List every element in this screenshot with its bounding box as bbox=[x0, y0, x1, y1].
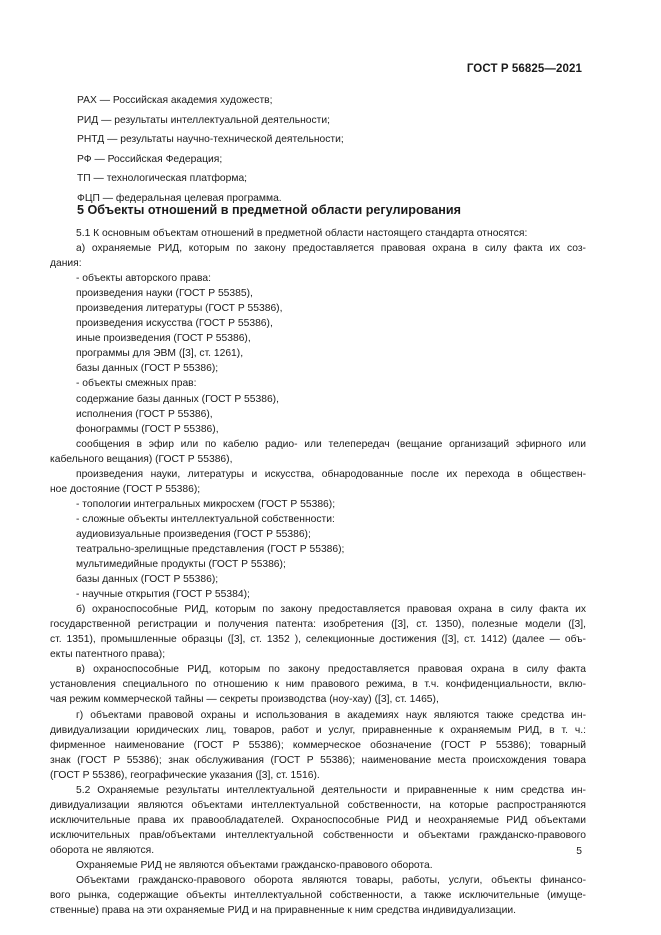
abbreviation-item: РФ — Российская Федерация; bbox=[77, 153, 223, 165]
text-line: Охраняемые РИД не являются объектами гражданско-правового оборота. bbox=[76, 859, 433, 871]
abbreviation-item: ФЦП — федеральная целевая программа. bbox=[77, 192, 282, 204]
text-line: базы данных (ГОСТ Р 55386); bbox=[76, 363, 219, 375]
text-line: государственной регистрации и получения патента: изобретения ([3], ст. 1350), полезные модели ([3], bbox=[50, 619, 586, 631]
text-line: произведения литературы (ГОСТ Р 55386), bbox=[76, 303, 283, 315]
text-line: 5.1 К основным объектам отношений в предметной области настоящего стандарта относятся: bbox=[76, 228, 528, 239]
text-line: б) охраноспособные РИД, которым по закону предоставляется правовая охрана в силу факта их bbox=[76, 604, 586, 616]
section-title: 5 Объекты отношений в предметной области регулирования bbox=[77, 203, 461, 217]
text-line: ст. 1351), промышленные образцы ([3], ст. 1352 ), селекционные достижения ([3], ст. 1412) (далее — объ- bbox=[50, 634, 586, 646]
text-line: аудиовизуальные произведения (ГОСТ Р 55386); bbox=[76, 528, 311, 540]
text-line: театрально-зрелищные представления (ГОСТ Р 55386); bbox=[76, 543, 345, 555]
text-line: екты патентного права); bbox=[50, 649, 166, 661]
text-line: чая режим коммерческой тайны — секреты производства (ноу-хау) ([3], ст. 1465), bbox=[50, 694, 439, 706]
text-line: кабельного вещания) (ГОСТ Р 55386), bbox=[50, 453, 233, 465]
text-line: произведения науки, литературы и искусства, обнародованные после их перехода в обществен- bbox=[76, 468, 586, 480]
text-line: г) объектами правовой охраны и использования в академиях наук являются также средства ин- bbox=[76, 709, 586, 721]
abbreviation-item: РНТД — результаты научно-технической деятельности; bbox=[77, 134, 344, 146]
text-line: - объекты смежных прав: bbox=[76, 378, 197, 390]
text-line: исключительные права их правообладателей. Охраноспособные РИД и неохраняемые РИД объектами bbox=[50, 814, 586, 826]
text-line: исполнения (ГОСТ Р 55386), bbox=[76, 408, 213, 420]
text-line: исключительных прав/объектами интеллектуальной собственности и объектами гражданско-правового bbox=[50, 829, 586, 841]
text-line: произведения науки (ГОСТ Р 55385), bbox=[76, 288, 253, 300]
text-line: (ГОСТ Р 55386), географические указания ([3], ст. 1516). bbox=[50, 769, 320, 781]
document-code: ГОСТ Р 56825—2021 bbox=[466, 63, 582, 75]
text-line: а) охраняемые РИД, которым по закону предоставляется правовая охрана в силу факта их соз- bbox=[76, 243, 586, 255]
text-line: дивидуализации являются объектами интеллектуальной собственности, на которые распространяются bbox=[50, 799, 586, 811]
text-line: в) охраноспособные РИД, которым по закону предоставляется правовая охрана в силу факта bbox=[76, 664, 586, 676]
text-line: фонограммы (ГОСТ Р 55386), bbox=[76, 423, 219, 435]
text-line: мультимедийные продукты (ГОСТ Р 55386); bbox=[76, 559, 286, 571]
text-line: произведения искусства (ГОСТ Р 55386), bbox=[76, 318, 273, 330]
text-line: ственные) права на эти охраняемые РИД и на приравненные к ним средства индивидуализации. bbox=[50, 905, 516, 917]
text-line: знак (ГОСТ Р 55386); знак обслуживания (ГОСТ Р 55386); наименование места происхождения товара bbox=[50, 754, 586, 766]
text-line: - объекты авторского права: bbox=[76, 273, 211, 285]
text-line: базы данных (ГОСТ Р 55386); bbox=[76, 574, 219, 586]
abbreviation-item: ТП — технологическая платформа; bbox=[77, 173, 248, 185]
text-line: Объектами гражданско-правового оборота являются товары, работы, услуги, объекты финансо- bbox=[76, 875, 586, 887]
text-line: дивидуализации юридических лиц, товаров, работ и услуг, приравненные к охраняемым РИД, в т. ч.: bbox=[50, 724, 586, 736]
text-line: - сложные объекты интеллектуальной собственности: bbox=[76, 513, 335, 525]
text-line: программы для ЭВМ ([3], ст. 1261), bbox=[76, 348, 244, 360]
text-line: вого рынка, содержащие объекты интеллектуальной собственности, а также исключительные (имуще- bbox=[50, 890, 586, 902]
abbreviation-item: РИД — результаты интеллектуальной деятельности; bbox=[77, 114, 330, 126]
text-line: ное достояние (ГОСТ Р 55386); bbox=[50, 483, 201, 495]
text-line: - топологии интегральных микросхем (ГОСТ Р 55386); bbox=[76, 498, 336, 510]
text-line: - научные открытия (ГОСТ Р 55384); bbox=[76, 589, 250, 601]
text-line: установления специального по отношению к ним правового режима, в т.ч. конфиденциальности, вклю- bbox=[50, 679, 586, 691]
text-line: оборота не являются. bbox=[50, 844, 155, 856]
abbreviations-list bbox=[77, 91, 587, 209]
section-body bbox=[50, 226, 586, 918]
text-line: 5.2 Охраняемые результаты интеллектуальной деятельности и приравненные к ним средства ин- bbox=[76, 784, 586, 796]
text-line: содержание базы данных (ГОСТ Р 55386), bbox=[76, 393, 279, 405]
text-line: иные произведения (ГОСТ Р 55386), bbox=[76, 333, 251, 345]
text-line: дания: bbox=[50, 258, 82, 270]
abbreviation-item: РАХ — Российская академия художеств; bbox=[77, 95, 273, 106]
page-number: 5 bbox=[576, 846, 582, 857]
text-line: сообщения в эфир или по кабелю радио- или телепередач (вещание организаций эфирного или bbox=[76, 438, 586, 450]
text-line: фирменное наименование (ГОСТ Р 55386); коммерческое обозначение (ГОСТ Р 55386); товарный bbox=[50, 739, 586, 751]
